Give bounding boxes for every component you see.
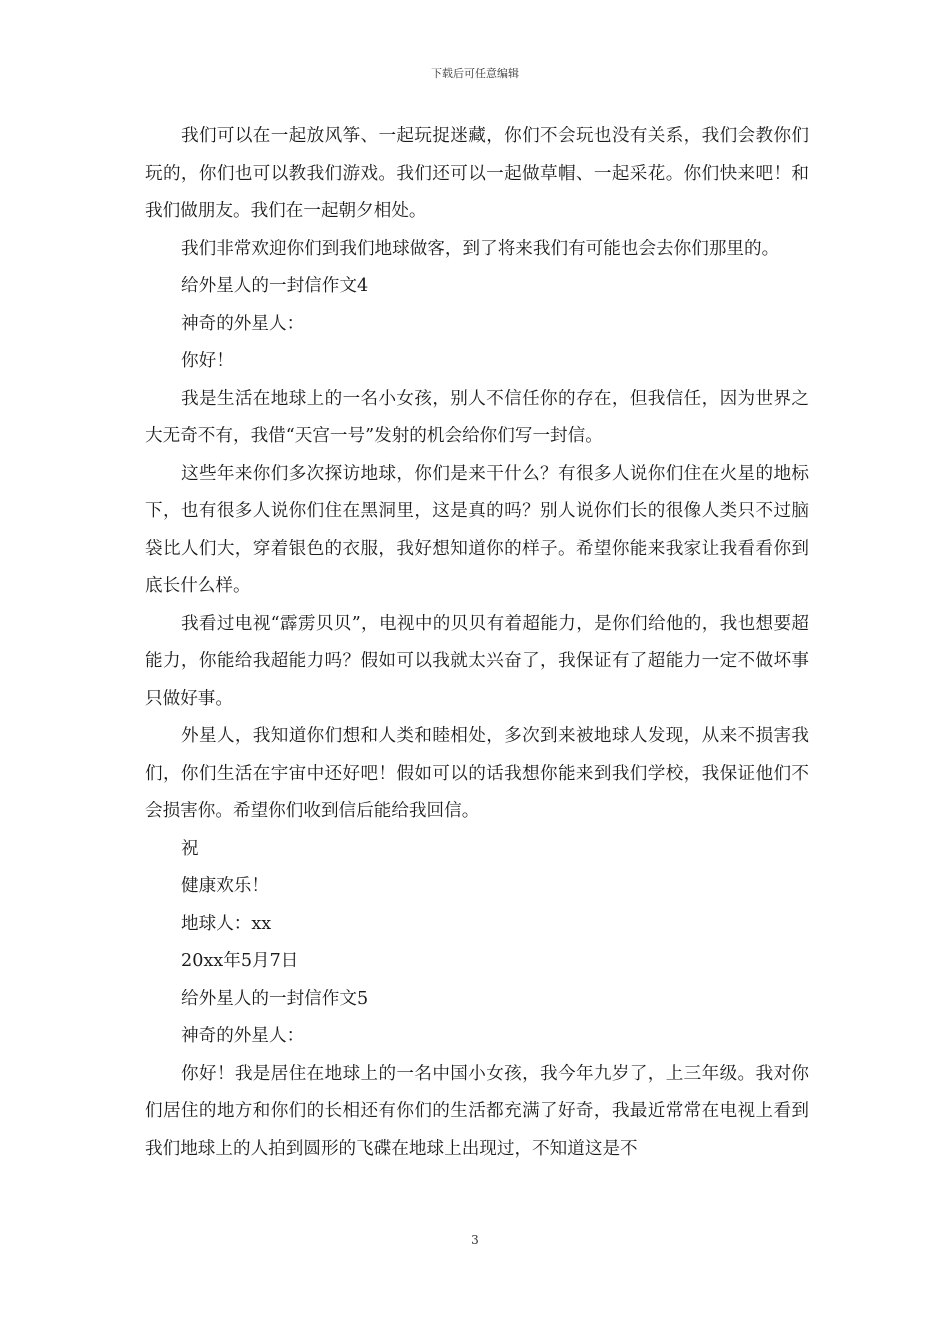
- letter-wish: 健康欢乐！: [181, 876, 269, 896]
- letter-salutation: 神奇的外星人：: [181, 313, 305, 334]
- letter-salutation: 神奇的外星人：: [181, 1026, 305, 1046]
- letter-signature: 地球人：xx: [181, 913, 272, 934]
- paragraph: 我看过电视“霹雳贝贝”，电视中的贝贝有着超能力，是你们给他的，我也想要超能力，你能给我超能力吗？假如可以我就太兴奋了，我保证有了超能力一定不做坏事只做好事。: [145, 613, 809, 709]
- letter-date: 20xx年5月7日: [181, 951, 299, 971]
- page-number: 3: [471, 1233, 479, 1247]
- paragraph: 我们可以在一起放风筝、一起玩捉迷藏，你们不会玩也没有关系，我们会教你们玩的，你们也可以教我们游戏。我们还可以一起做草帽、一起采花。你们快来吧！和我们做朋友。我们在一起朝夕相处。: [145, 126, 809, 221]
- paragraph: 外星人，我知道你们想和人类和睦相处，多次到来被地球人发现，从来不损害我们，你们生活在宇宙中还好吧！假如可以的话我想你能来到我们学校，我保证他们不会损害你。希望你们收到信后能给我回信。: [145, 726, 809, 821]
- paragraph: 我是生活在地球上的一名小女孩，别人不信任你的存在，但我信任，因为世界之大无奇不有，我借“天宫一号”发射的机会给你们写一封信。: [145, 388, 809, 446]
- paragraph: 这些年来你们多次探访地球，你们是来干什么？有很多人说你们住在火星的地标下，也有很多人说你们住在黑洞里，这是真的吗？别人说你们长的很像人类只不过脑袋比人们大，穿着银色的衣服，我好想知道你的样子。希望你能来我家让我看看你到底长什么样。: [145, 463, 809, 596]
- document-body: [145, 118, 809, 1168]
- essay-title: 给外星人的一封信作文4: [181, 276, 369, 296]
- paragraph: 我们非常欢迎你们到我们地球做客，到了将来我们有可能也会去你们那里的。: [181, 238, 780, 259]
- letter-greeting: 你好！: [181, 351, 234, 371]
- essay-title: 给外星人的一封信作文5: [181, 988, 369, 1009]
- letter-closing: 祝: [181, 838, 199, 859]
- page-header: 下载后可任意编辑: [431, 67, 519, 80]
- paragraph: 你好！我是居住在地球上的一名中国小女孩，我今年九岁了，上三年级。我对你们居住的地方和你们的长相还有你们的生活都充满了好奇，我最近常常在电视上看到我们地球上的人拍到圆形的飞碟在地球上出现过，不知道这是不: [145, 1063, 809, 1159]
